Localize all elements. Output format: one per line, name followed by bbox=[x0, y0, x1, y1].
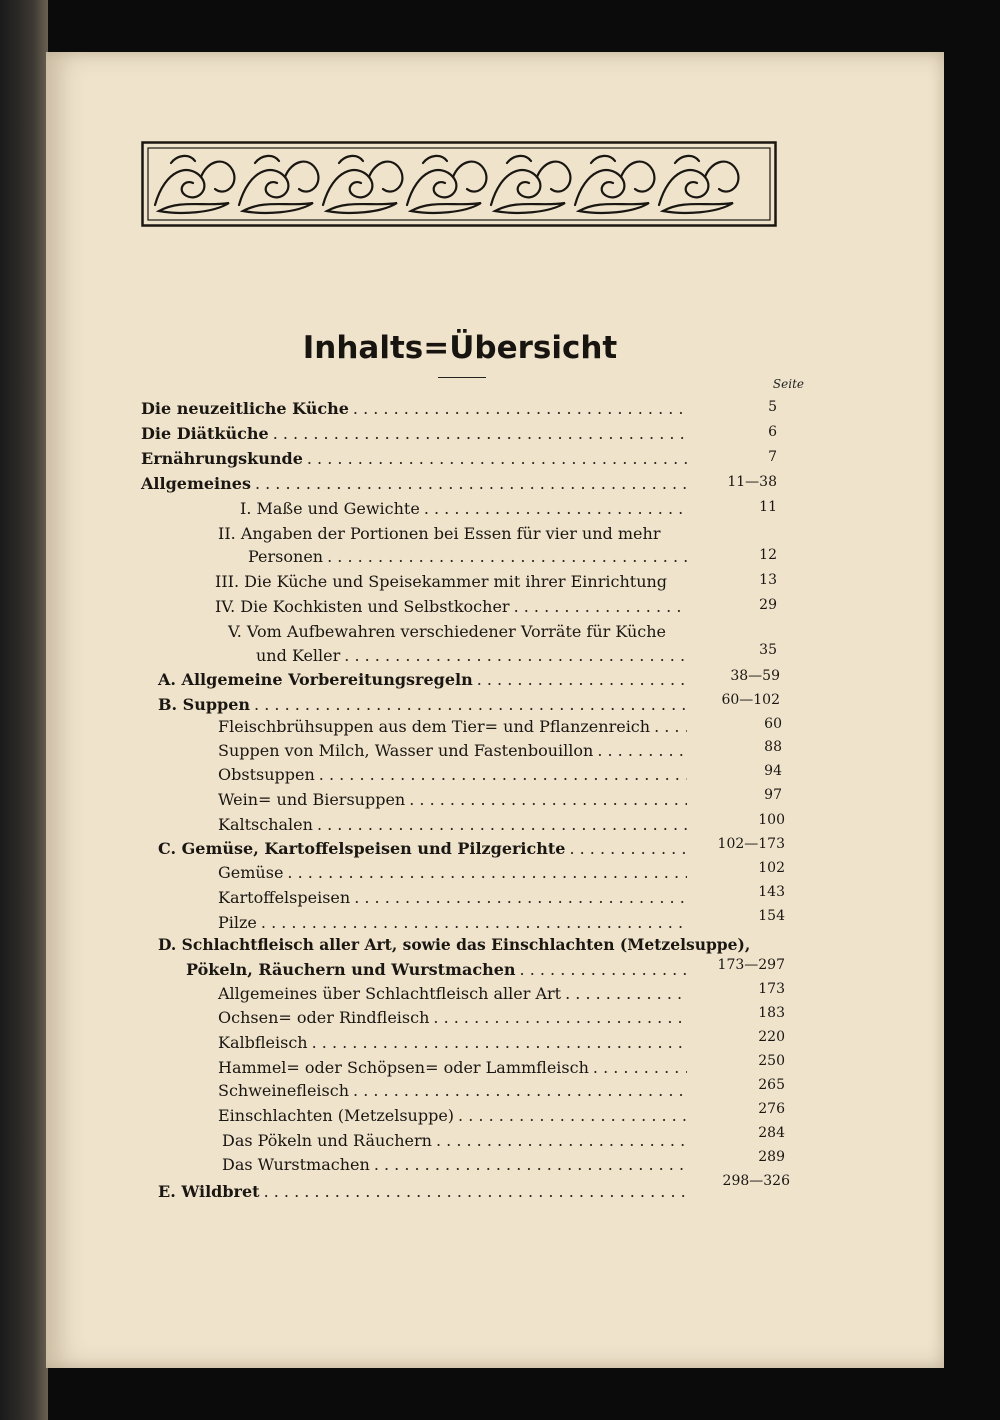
toc-entry-page: 100 bbox=[758, 812, 785, 828]
toc-entry-label: Das Pökeln und Räuchern bbox=[222, 1131, 432, 1150]
toc-entry-page: 60—102 bbox=[721, 692, 780, 708]
dot-leader bbox=[353, 1081, 687, 1100]
toc-entry-page: 250 bbox=[758, 1053, 785, 1069]
dot-leader bbox=[409, 790, 687, 809]
toc-entry-label: V. Vom Aufbewahren verschiedener Vorräte für Küche bbox=[228, 622, 667, 641]
dot-leader bbox=[374, 1155, 687, 1174]
dot-leader bbox=[255, 474, 687, 493]
toc-entry bbox=[218, 1106, 691, 1125]
dot-leader bbox=[477, 670, 687, 689]
toc-entry bbox=[158, 839, 691, 858]
toc-entry-page: 183 bbox=[758, 1005, 785, 1021]
page-column-heading: Seite bbox=[772, 377, 804, 391]
toc-entry-page: 298—326 bbox=[722, 1173, 790, 1189]
toc-entry-page: 29 bbox=[759, 597, 777, 613]
toc-entry-page: 13 bbox=[759, 572, 777, 588]
dot-leader bbox=[597, 741, 687, 760]
toc-entry bbox=[248, 547, 691, 566]
toc-entry-label: D. Schlachtfleisch aller Art, sowie das Einschlachten (Metzelsuppe), bbox=[158, 935, 751, 954]
toc-entry-label: Obstsuppen bbox=[218, 765, 315, 784]
toc-entry bbox=[218, 815, 691, 834]
toc-entry-label: Schweinefleisch bbox=[218, 1081, 350, 1100]
toc-entry bbox=[141, 424, 691, 443]
toc-entry-page: 7 bbox=[768, 449, 777, 465]
toc-entry-page: 173—297 bbox=[717, 957, 785, 973]
dot-leader bbox=[514, 597, 687, 616]
toc-entry-page: 143 bbox=[758, 884, 785, 900]
toc-entry-page: 284 bbox=[758, 1125, 785, 1141]
toc-entry-page: 94 bbox=[764, 763, 782, 779]
toc-entry bbox=[186, 960, 691, 979]
page-title: Inhalts=Übersicht bbox=[302, 330, 618, 366]
toc-entry-continuation: Personen bbox=[248, 547, 324, 566]
toc-entry bbox=[218, 984, 691, 1003]
toc-entry-page: 154 bbox=[758, 908, 785, 924]
toc-entry-label: Das Wurstmachen bbox=[222, 1155, 370, 1174]
toc-entry bbox=[222, 1155, 691, 1174]
toc-entry-page: 289 bbox=[758, 1149, 785, 1165]
toc-entry-page: 60 bbox=[764, 716, 782, 732]
dot-leader bbox=[319, 765, 687, 784]
dot-leader bbox=[327, 547, 687, 566]
toc-entry bbox=[158, 670, 691, 689]
toc-entry-page: 5 bbox=[768, 399, 777, 415]
dot-leader bbox=[312, 1033, 687, 1052]
toc-entry-page: 12 bbox=[759, 547, 777, 563]
toc-entry-label: A. Allgemeine Vorbereitungsregeln bbox=[158, 670, 473, 689]
toc-entry-label: B. Suppen bbox=[158, 695, 251, 714]
toc-entry-page: 6 bbox=[768, 424, 777, 440]
dot-leader bbox=[344, 646, 687, 665]
dot-leader bbox=[353, 399, 687, 418]
toc-entry bbox=[240, 499, 691, 518]
dot-leader bbox=[264, 1182, 687, 1201]
dot-leader bbox=[287, 863, 687, 882]
dot-leader bbox=[273, 424, 687, 443]
toc-entry bbox=[218, 1081, 691, 1100]
toc-entry-label: II. Angaben der Portionen bei Essen für vier und mehr bbox=[218, 524, 661, 543]
dot-leader bbox=[254, 695, 687, 714]
toc-entry bbox=[218, 765, 691, 784]
dot-leader bbox=[317, 815, 687, 834]
dot-leader bbox=[593, 1058, 687, 1077]
dot-leader bbox=[436, 1131, 687, 1150]
toc-entry-label: Ernährungskunde bbox=[141, 449, 303, 468]
toc-entry-label: III. Die Küche und Speisekammer mit ihrer Einrichtung bbox=[215, 572, 668, 591]
toc-entry-continuation: Pökeln, Räuchern und Wurstmachen bbox=[186, 960, 516, 979]
toc-entry-label: Kaltschalen bbox=[218, 815, 313, 834]
toc-entry bbox=[158, 695, 691, 714]
toc-entry-page: 102 bbox=[758, 860, 785, 876]
toc-entry-page: 102—173 bbox=[717, 836, 785, 852]
toc-entry bbox=[218, 1033, 691, 1052]
toc-entry-label: IV. Die Kochkisten und Selbstkocher bbox=[215, 597, 510, 616]
toc-entry-label: E. Wildbret bbox=[158, 1182, 260, 1201]
toc-entry-label: Allgemeines bbox=[141, 474, 251, 493]
toc-entry-label: Wein= und Biersuppen bbox=[218, 790, 406, 809]
toc-entry-page: 97 bbox=[764, 787, 782, 803]
toc-entry-label: C. Gemüse, Kartoffelspeisen und Pilzgerichte bbox=[158, 839, 566, 858]
toc-entry-page: 88 bbox=[764, 739, 782, 755]
toc-entry-label: Hammel= oder Schöpsen= oder Lammfleisch bbox=[218, 1058, 589, 1077]
toc-entry-label: Pilze bbox=[218, 913, 257, 932]
toc-entry-continuation: und Keller bbox=[256, 646, 341, 665]
toc-entry-page: 265 bbox=[758, 1077, 785, 1093]
dot-leader bbox=[458, 1106, 687, 1125]
dot-leader bbox=[569, 839, 687, 858]
toc-entry bbox=[218, 863, 691, 882]
toc-entry-label: Fleischbrühsuppen aus dem Tier= und Pflanzenreich bbox=[218, 717, 651, 736]
toc-entry-page: 276 bbox=[758, 1101, 785, 1117]
toc-entry bbox=[222, 1131, 691, 1150]
toc-entry-label: Einschlachten (Metzelsuppe) bbox=[218, 1106, 455, 1125]
toc-entry-label: Die neuzeitliche Küche bbox=[141, 399, 349, 418]
toc-entry bbox=[218, 1008, 691, 1027]
toc-entry-page: 220 bbox=[758, 1029, 785, 1045]
toc-entry bbox=[256, 646, 691, 665]
dot-leader bbox=[424, 499, 687, 518]
toc-entry-label: Ochsen= oder Rindfleisch bbox=[218, 1008, 430, 1027]
dot-leader bbox=[307, 449, 687, 468]
toc-entry bbox=[218, 717, 691, 736]
toc-entry-label: Allgemeines über Schlachtfleisch aller Art bbox=[218, 984, 562, 1003]
toc-entry bbox=[218, 888, 691, 907]
dot-leader bbox=[261, 913, 687, 932]
toc-entry-label: Kartoffelspeisen bbox=[218, 888, 351, 907]
toc-entry bbox=[218, 790, 691, 809]
toc-entry-label: Gemüse bbox=[218, 863, 284, 882]
toc-entry bbox=[158, 1182, 691, 1201]
toc-entry bbox=[218, 1058, 691, 1077]
toc-entry-label: I. Maße und Gewichte bbox=[240, 499, 420, 518]
toc-entry bbox=[141, 449, 691, 468]
toc-entry-label: Die Diätküche bbox=[141, 424, 269, 443]
toc-entry bbox=[141, 474, 691, 493]
toc-entry-page: 11—38 bbox=[727, 474, 777, 490]
toc-entry bbox=[141, 399, 691, 418]
dot-leader bbox=[565, 984, 687, 1003]
toc-entry-page: 35 bbox=[759, 642, 777, 658]
toc-entry bbox=[218, 913, 691, 932]
toc-entry bbox=[218, 741, 691, 760]
toc-entry-page: 173 bbox=[758, 981, 785, 997]
toc-entry bbox=[215, 597, 691, 616]
toc-entry-page: 11 bbox=[759, 499, 777, 515]
toc-entry-page: 38—59 bbox=[730, 668, 780, 684]
dot-leader bbox=[520, 960, 687, 979]
toc-entry-label: Kalbfleisch bbox=[218, 1033, 308, 1052]
dot-leader bbox=[354, 888, 687, 907]
dot-leader bbox=[433, 1008, 687, 1027]
toc-entry bbox=[215, 572, 691, 591]
toc-entry-label: Suppen von Milch, Wasser und Fastenbouillon bbox=[218, 741, 594, 760]
